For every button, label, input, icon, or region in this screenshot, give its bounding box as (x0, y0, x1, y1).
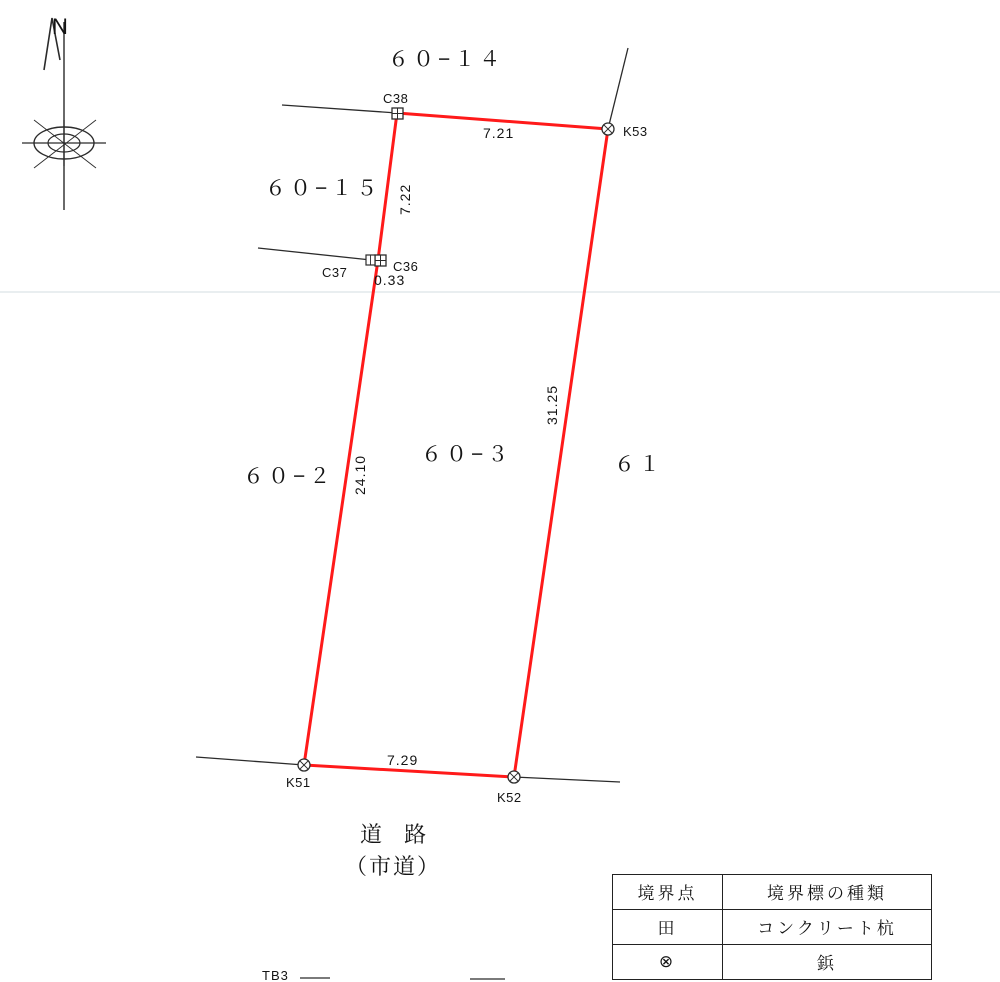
legend-table (612, 874, 932, 980)
north-arrow-icon (22, 18, 106, 210)
dimension-c36-offset: 0.33 (374, 272, 406, 288)
legend-header-row (613, 875, 932, 910)
adjacent-boundary-lines (196, 48, 628, 782)
dimension-south: 7.29 (387, 752, 419, 768)
marker-k53 (602, 123, 614, 135)
lot-label-60-15: ６０−１５ (265, 177, 382, 200)
legend-type-byou: 鋲 (723, 945, 932, 980)
point-label-c38: C38 (383, 91, 409, 106)
legend-header-type: 境界標の種類 (723, 875, 932, 910)
dimension-east: 31.25 (544, 384, 560, 425)
dimension-c38-c36: 7.22 (397, 183, 413, 215)
legend-header-point: 境界点 (613, 875, 723, 910)
lot-label-60-14: ６０−１４ (388, 48, 505, 71)
north-label: N (52, 14, 68, 39)
legend-symbol-square-icon: 田 (613, 910, 723, 945)
point-label-c36: C36 (393, 259, 419, 274)
lot-label-61: ６１ (614, 453, 664, 476)
dimension-west: 24.10 (352, 454, 368, 495)
point-label-k51: K51 (286, 775, 311, 790)
marker-c36 (375, 255, 386, 266)
lot-label-60-3: ６０−３ (421, 443, 513, 466)
bottom-partial-lines (300, 978, 505, 979)
marker-c37 (366, 255, 375, 265)
marker-c38 (392, 108, 403, 119)
legend-type-concrete: コンクリート杭 (723, 910, 932, 945)
lot-label-60-2: ６０−２ (243, 465, 335, 488)
marker-k51 (298, 759, 310, 771)
road-label-line2: （市道） (345, 854, 442, 879)
legend-symbol-circle-icon: ⊗ (613, 945, 723, 980)
legend-row-concrete (613, 910, 932, 945)
legend-row-byou (613, 945, 932, 980)
point-label-k53: K53 (623, 124, 648, 139)
point-label-c37: C37 (322, 265, 348, 280)
dimension-top: 7.21 (483, 125, 515, 141)
road-label-line1: 道 路 (360, 822, 435, 847)
benchmark-label: TB3 (262, 968, 289, 982)
marker-k52 (508, 771, 520, 783)
point-label-k52: K52 (497, 790, 522, 805)
